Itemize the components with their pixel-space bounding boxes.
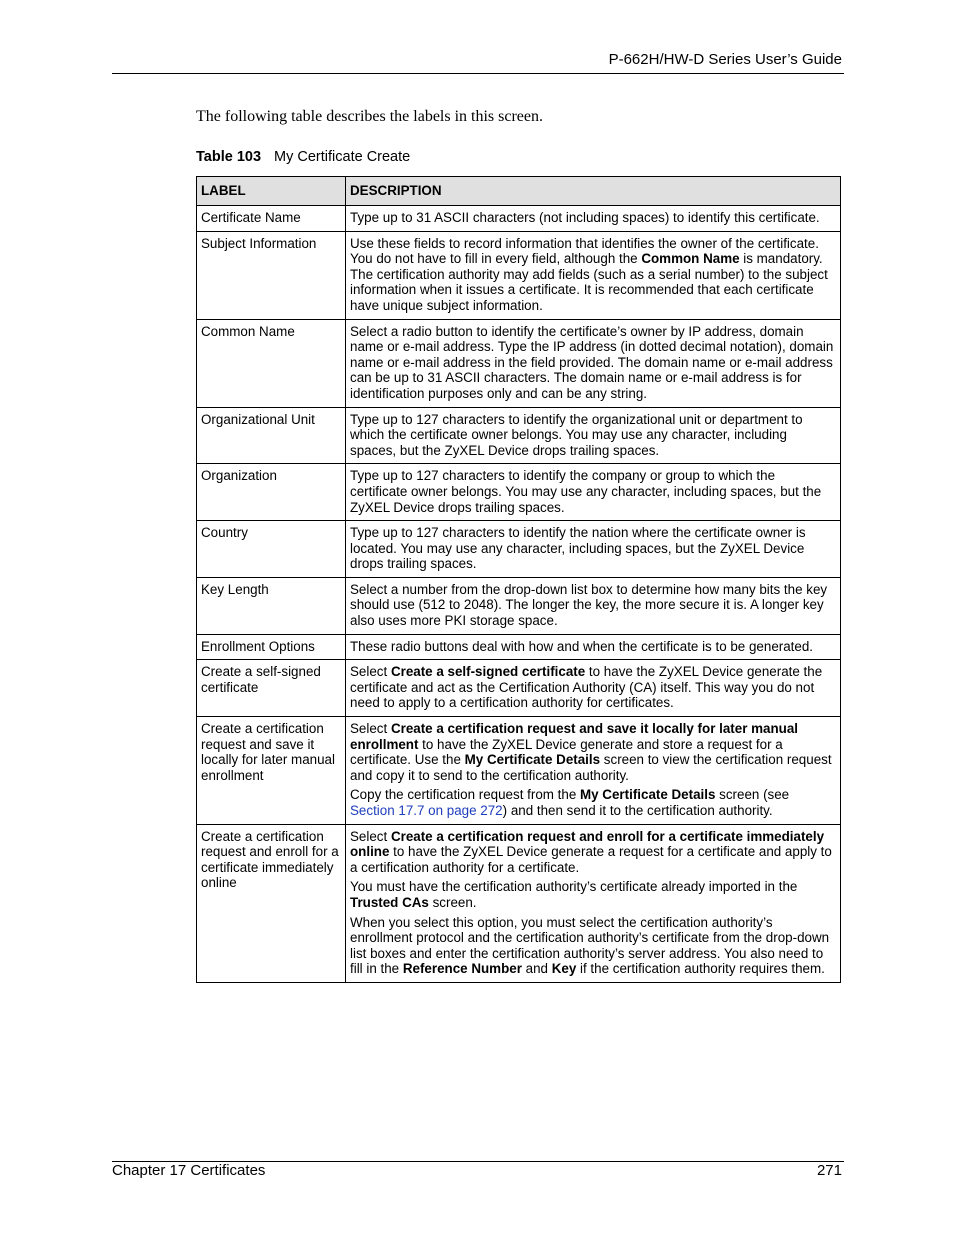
row-label: Create a self-signed certificate [197,660,346,717]
row-description [346,231,841,319]
bold-term: Create a certification request and save it locally for later manual enrollment [350,721,799,752]
certificate-create-table [196,176,841,983]
row-label: Create a certification request and enroll for a certificate immediately online [197,824,346,982]
table-row [197,634,841,660]
description-paragraph [350,324,835,402]
description-paragraph [350,829,835,876]
description-text: Select [350,721,391,737]
table-caption [196,149,410,165]
description-paragraph [350,879,835,910]
description-text: Type up to 127 characters to identify the company or group to which the certificate owner belongs. You may use any character, including spaces, but the ZyXEL Device drops trailing spaces. [350,468,822,515]
bold-term: Reference Number [402,961,522,977]
cross-reference-link[interactable]: Section 17.7 on page 272 [350,803,503,818]
description-text: Copy the certification request from the [350,787,580,803]
description-column-header: DESCRIPTION [346,177,841,206]
row-description [346,206,841,232]
description-text: Type up to 127 characters to identify the organizational unit or department to which the certificate owner belongs. You may use any character, including spaces, but the ZyXEL Device drops trailing spaces. [350,411,803,458]
row-label: Subject Information [197,231,346,319]
description-text: screen to view the certification request and copy it to send to the certification authority. [350,752,832,783]
table-row [197,319,841,407]
description-paragraph [350,721,835,783]
description-text: Select a number from the drop-down list box to determine how many bits the key should use (512 to 2048). The longer the key, the more secure it is. A longer key also uses more PKI storage space. [350,581,828,629]
description-paragraph [350,210,835,226]
row-description [346,464,841,521]
header-rule [112,73,844,74]
description-text: screen (see [715,787,790,803]
description-paragraph [350,664,835,711]
table-row [197,521,841,578]
description-paragraph [350,525,835,572]
table-row [197,407,841,464]
table-title: My Certificate Create [274,149,411,165]
row-description [346,521,841,578]
description-paragraph [350,236,835,314]
description-text: is mandatory. The certification authority may add fields (such as a serial number) to the subject information when it issues a certificate. It is recommended that each certificate have unique subject information. [350,251,828,313]
description-text: Select [350,828,391,844]
row-label: Key Length [197,577,346,634]
row-description [346,717,841,825]
description-paragraph [350,468,835,515]
row-label: Certificate Name [197,206,346,232]
description-text: Select [350,664,391,680]
bold-term: Create a self-signed certificate [390,664,586,680]
description-text: to have the ZyXEL Device generate a request for a certificate and apply to a certification authority for a certificate. [350,844,832,875]
table-row [197,464,841,521]
bold-term: My Certificate Details [464,752,601,768]
row-label: Enrollment Options [197,634,346,660]
row-description [346,319,841,407]
description-text: and [521,961,552,977]
bold-term: Key [551,961,577,977]
row-label: Organizational Unit [197,407,346,464]
description-text: When you select this option, you must select the certification authority’s enrollment protocol and the certification authority’s certificate from the drop-down list boxes and enter the certification authority’s server address. You also need to fill in the [350,914,830,977]
row-label: Country [197,521,346,578]
description-text: screen. [428,894,477,910]
bold-term: My Certificate Details [579,787,716,803]
table-number: Table 103 [196,149,262,165]
table-row [197,660,841,717]
row-label: Organization [197,464,346,521]
row-description [346,577,841,634]
intro-paragraph: The following table describes the labels in this screen. [196,108,544,125]
bold-term: Trusted CAs [350,894,429,910]
description-text: Use these fields to record information that identifies the owner of the certificate. You do not have to fill in every field, although the [350,235,819,267]
row-label: Create a certification request and save it locally for later manual enrollment [197,717,346,825]
row-description [346,824,841,982]
table-row [197,717,841,825]
description-text: to have the ZyXEL Device generate and store a request for a certificate. Use the [350,736,783,768]
description-text: to have the ZyXEL Device generate the certificate and act as the Certification Authority (CA) itself. This way you do not need to apply to a certification authority for certificates. [350,664,823,711]
row-description [346,407,841,464]
description-paragraph [350,787,835,818]
footer-chapter: Chapter 17 Certificates [112,1162,266,1179]
description-text: if the certification authority requires them. [576,961,825,977]
running-header: P-662H/HW-D Series User’s Guide [608,51,842,68]
description-text: Type up to 31 ASCII characters (not including spaces) to identify this certificate. [350,210,820,225]
table-body [197,206,841,983]
table-row [197,824,841,982]
description-paragraph [350,582,835,629]
row-description [346,634,841,660]
bold-term: Common Name [641,251,740,267]
row-description [346,660,841,717]
row-label: Common Name [197,319,346,407]
description-text: ) and then send it to the certification authority. [502,803,773,818]
page-number: 271 [816,1162,842,1179]
table-row [197,206,841,232]
description-text: These radio buttons deal with how and when the certificate is to be generated. [350,638,814,654]
table-row [197,231,841,319]
description-paragraph [350,639,835,655]
table-row [197,577,841,634]
bold-term: Create a certification request and enroll for a certificate immediately online [350,828,825,860]
description-paragraph [350,915,835,977]
description-text: Select a radio button to identify the certificate’s owner by IP address, domain name or e-mail address. Type the IP address (in dotted decimal notation), domain name or e-mail address in the field provided. The domain name or e-mail address can be up to 31 ASCII characters. The domain name or e-mail address is for identification purposes only and can be any string. [350,323,834,401]
description-text: Type up to 127 characters to identify the nation where the certificate owner is located. You may use any character, including spaces, but the ZyXEL Device drops trailing spaces. [350,525,806,572]
label-column-header: LABEL [197,177,346,206]
description-text: You must have the certification authority’s certificate already imported in the [350,879,798,895]
description-paragraph [350,412,835,459]
table-header-row [197,177,841,206]
